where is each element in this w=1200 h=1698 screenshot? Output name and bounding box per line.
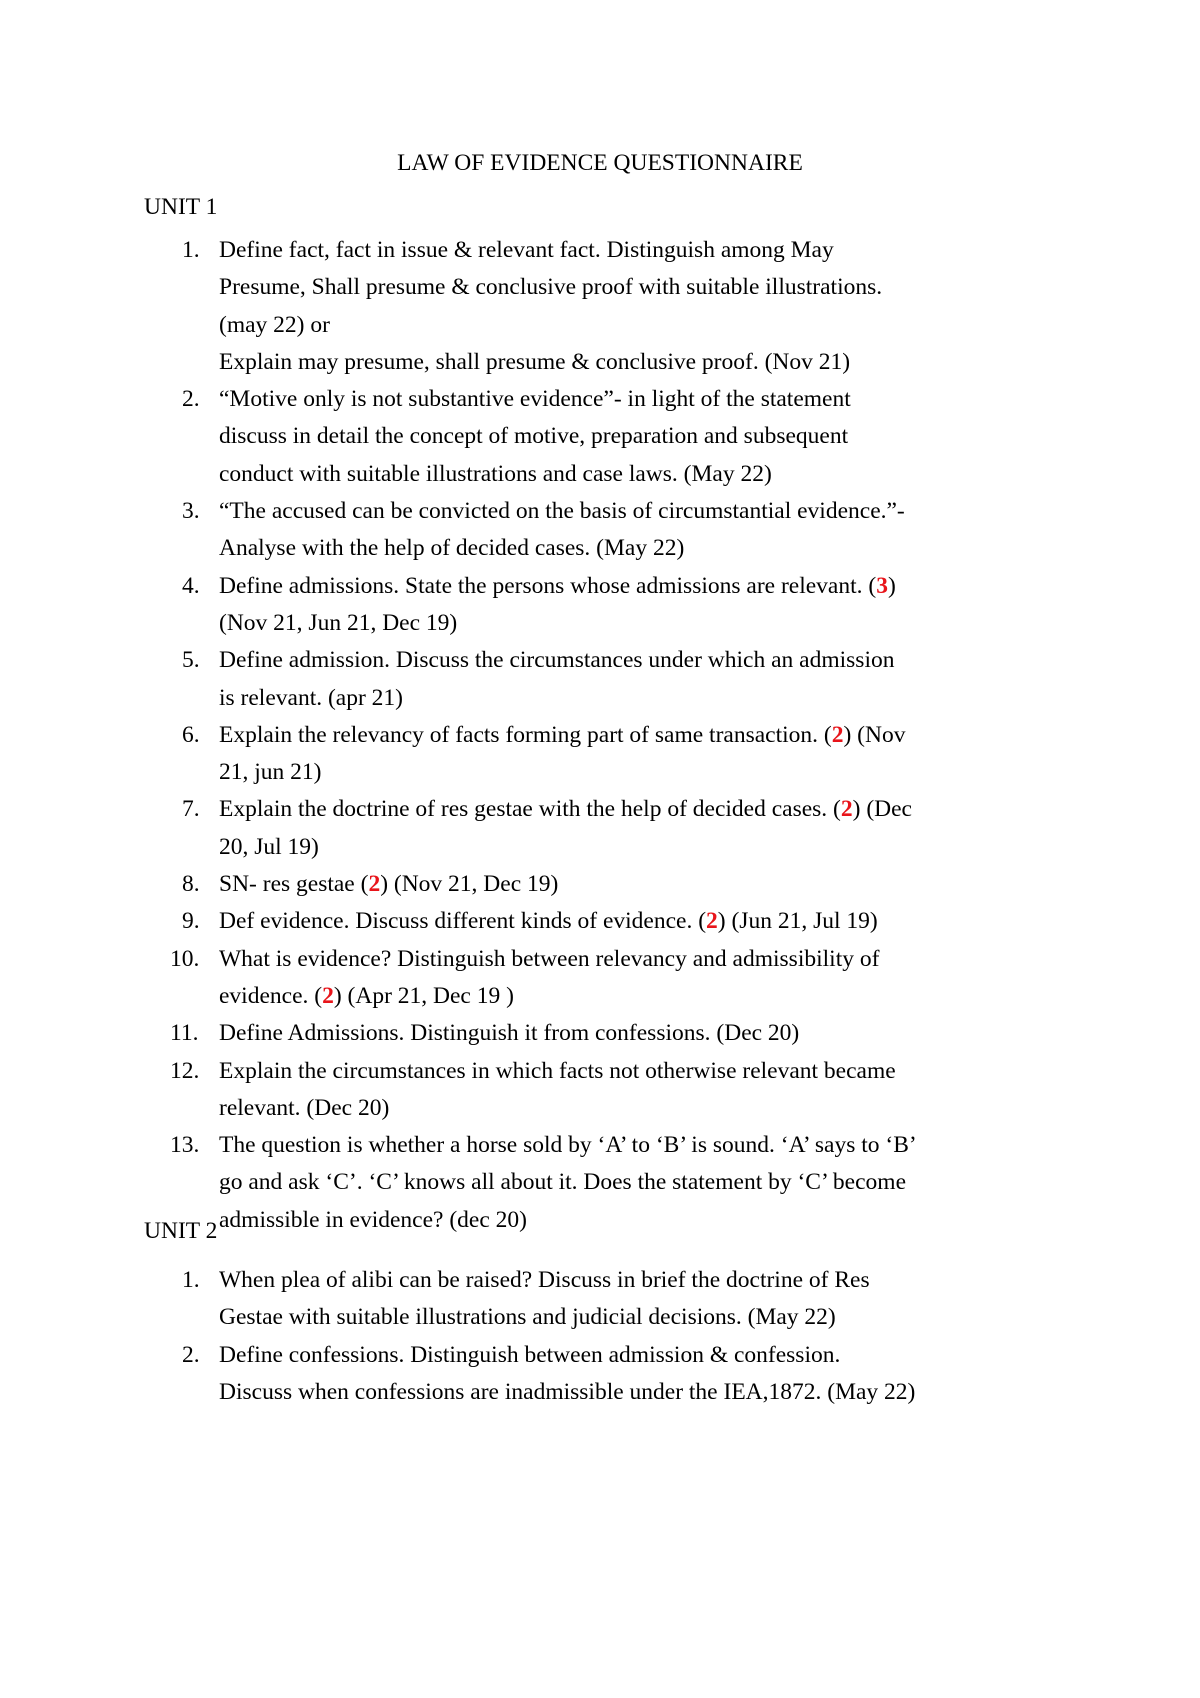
question-text (219, 791, 1050, 866)
question-text (219, 1127, 1050, 1239)
question-item (0, 941, 1200, 1016)
question-line (219, 344, 1050, 381)
unit-1-heading: UNIT 1 (144, 194, 218, 220)
question-text-segment: Def evidence. Discuss different kinds of evidence. ( (219, 908, 707, 935)
question-text (219, 1337, 1050, 1412)
question-item (0, 568, 1200, 643)
question-text (219, 1015, 1050, 1052)
question-line (219, 232, 1050, 269)
question-line (219, 829, 1050, 866)
question-line (219, 418, 1050, 455)
question-line (219, 568, 1050, 605)
question-item (0, 903, 1200, 940)
question-text-segment: Define admission. Discuss the circumstances under which an admission (219, 647, 895, 674)
question-item (0, 717, 1200, 792)
unit-2-question-list (0, 1262, 1200, 1411)
question-line (219, 717, 1050, 754)
question-text-segment: Gestae with suitable illustrations and judicial decisions. (May 22) (219, 1304, 836, 1331)
question-text (219, 717, 1050, 792)
question-text (219, 903, 1050, 940)
question-text-segment: ) (Dec (852, 796, 912, 823)
question-text-segment: conduct with suitable illustrations and case laws. (May 22) (219, 460, 772, 487)
question-text (219, 493, 1050, 568)
question-line (219, 1090, 1050, 1127)
question-text-segment: Explain the doctrine of res gestae with the help of decided cases. ( (219, 796, 841, 823)
question-text-segment: go and ask ‘C’. ‘C’ knows all about it. Does the statement by ‘C’ become (219, 1169, 906, 1196)
question-line (219, 1164, 1050, 1201)
question-line (219, 1374, 1050, 1411)
question-number: 2. (182, 386, 200, 413)
question-text-segment: Presume, Shall presume & conclusive proof with suitable illustrations. (219, 274, 883, 301)
question-line (219, 1262, 1050, 1299)
question-text-segment: Explain the relevancy of facts forming part of same transaction. ( (219, 721, 832, 748)
question-number: 13. (170, 1132, 200, 1159)
question-line (219, 1015, 1050, 1052)
question-text (219, 381, 1050, 493)
question-number: 8. (182, 871, 200, 898)
question-text-segment: is relevant. (apr 21) (219, 684, 404, 711)
question-text-segment: ) (Apr 21, Dec 19 ) (333, 982, 514, 1009)
question-line (219, 605, 1050, 642)
question-number: 10. (170, 945, 200, 972)
question-text (219, 1262, 1050, 1337)
question-text-segment: The question is whether a horse sold by ‘A’ to ‘B’ is sound. ‘A’ says to ‘B’ (219, 1132, 917, 1159)
question-item (0, 642, 1200, 717)
question-number: 5. (182, 647, 200, 674)
times-asked-count: 2 (840, 796, 853, 823)
question-item (0, 791, 1200, 866)
question-number: 9. (182, 908, 200, 935)
question-item (0, 1262, 1200, 1337)
times-asked-count: 2 (368, 871, 381, 898)
question-line (219, 903, 1050, 940)
question-text-segment: “The accused can be convicted on the basis of circumstantial evidence.”- (219, 498, 905, 525)
question-item (0, 493, 1200, 568)
question-text (219, 568, 1050, 643)
question-line (219, 1299, 1050, 1336)
question-text-segment: Explain the circumstances in which facts not otherwise relevant became (219, 1057, 896, 1084)
question-number: 12. (170, 1057, 200, 1084)
times-asked-count: 2 (831, 721, 844, 748)
question-text-segment: Define confessions. Distinguish between admission & confession. (219, 1341, 841, 1368)
question-text-segment: What is evidence? Distinguish between relevancy and admissibility of (219, 945, 880, 972)
question-text-segment: ) (887, 572, 896, 599)
question-line (219, 530, 1050, 567)
times-asked-count: 3 (876, 572, 888, 599)
question-number: 2. (182, 1341, 200, 1368)
question-text-segment: Define admissions. State the persons whose admissions are relevant. ( (219, 572, 877, 599)
times-asked-count: 2 (322, 982, 334, 1009)
question-line (219, 866, 1050, 903)
question-line (219, 1053, 1050, 1090)
question-text-segment: (may 22) or (219, 311, 330, 338)
question-text-segment: 20, Jul 19) (219, 833, 319, 860)
question-number: 4. (182, 572, 200, 599)
question-text-segment: evidence. ( (219, 982, 323, 1009)
question-item (0, 866, 1200, 903)
question-line (219, 493, 1050, 530)
question-text (219, 642, 1050, 717)
question-text (219, 1053, 1050, 1128)
question-number: 7. (182, 796, 200, 823)
question-text-segment: (Nov 21, Jun 21, Dec 19) (219, 609, 458, 636)
question-line (219, 978, 1050, 1015)
question-item (0, 381, 1200, 493)
question-line (219, 642, 1050, 679)
question-text-segment: Define Admissions. Distinguish it from confessions. (Dec 20) (219, 1020, 800, 1047)
document-title: LAW OF EVIDENCE QUESTIONNAIRE (397, 150, 803, 176)
question-number: 3. (182, 498, 200, 525)
question-line (219, 1202, 1050, 1239)
question-item (0, 232, 1200, 381)
question-text (219, 232, 1050, 381)
question-line (219, 307, 1050, 344)
question-text (219, 866, 1050, 903)
question-line (219, 456, 1050, 493)
question-text-segment: Define fact, fact in issue & relevant fact. Distinguish among May (219, 237, 834, 263)
question-text-segment: ) (Nov (843, 721, 906, 748)
question-line (219, 1127, 1050, 1164)
question-text-segment: ) (Jun 21, Jul 19) (717, 908, 878, 935)
question-line (219, 754, 1050, 791)
question-text-segment: discuss in detail the concept of motive, preparation and subsequent (219, 423, 849, 450)
question-number: 11. (170, 1020, 199, 1047)
unit-1-question-list (0, 232, 1200, 1239)
question-item (0, 1337, 1200, 1412)
question-text-segment: Explain may presume, shall presume & conclusive proof. (Nov 21) (219, 348, 851, 375)
question-line (219, 269, 1050, 306)
question-number: 1. (182, 1267, 200, 1293)
question-text-segment: When plea of alibi can be raised? Discuss in brief the doctrine of Res (219, 1267, 870, 1293)
question-item (0, 1053, 1200, 1128)
question-line (219, 791, 1050, 828)
question-text (219, 941, 1050, 1016)
question-text-segment: “Motive only is not substantive evidence”- in light of the statement (219, 386, 851, 413)
question-text-segment: SN- res gestae ( (219, 871, 369, 898)
question-line (219, 381, 1050, 418)
question-text-segment: ) (Nov 21, Dec 19) (380, 871, 559, 898)
question-text-segment: 21, jun 21) (219, 759, 322, 786)
question-line (219, 941, 1050, 978)
question-text-segment: admissible in evidence? (dec 20) (219, 1206, 527, 1233)
question-item (0, 1015, 1200, 1052)
question-line (219, 1337, 1050, 1374)
times-asked-count: 2 (706, 908, 718, 935)
unit-2-heading: UNIT 2 (144, 1218, 218, 1244)
question-line (219, 680, 1050, 717)
question-number: 1. (182, 237, 200, 263)
question-text-segment: relevant. (Dec 20) (219, 1094, 390, 1121)
question-text-segment: Discuss when confessions are inadmissible under the IEA,1872. (May 22) (219, 1378, 916, 1405)
question-number: 6. (182, 721, 200, 748)
question-text-segment: Analyse with the help of decided cases. (May 22) (219, 535, 685, 562)
